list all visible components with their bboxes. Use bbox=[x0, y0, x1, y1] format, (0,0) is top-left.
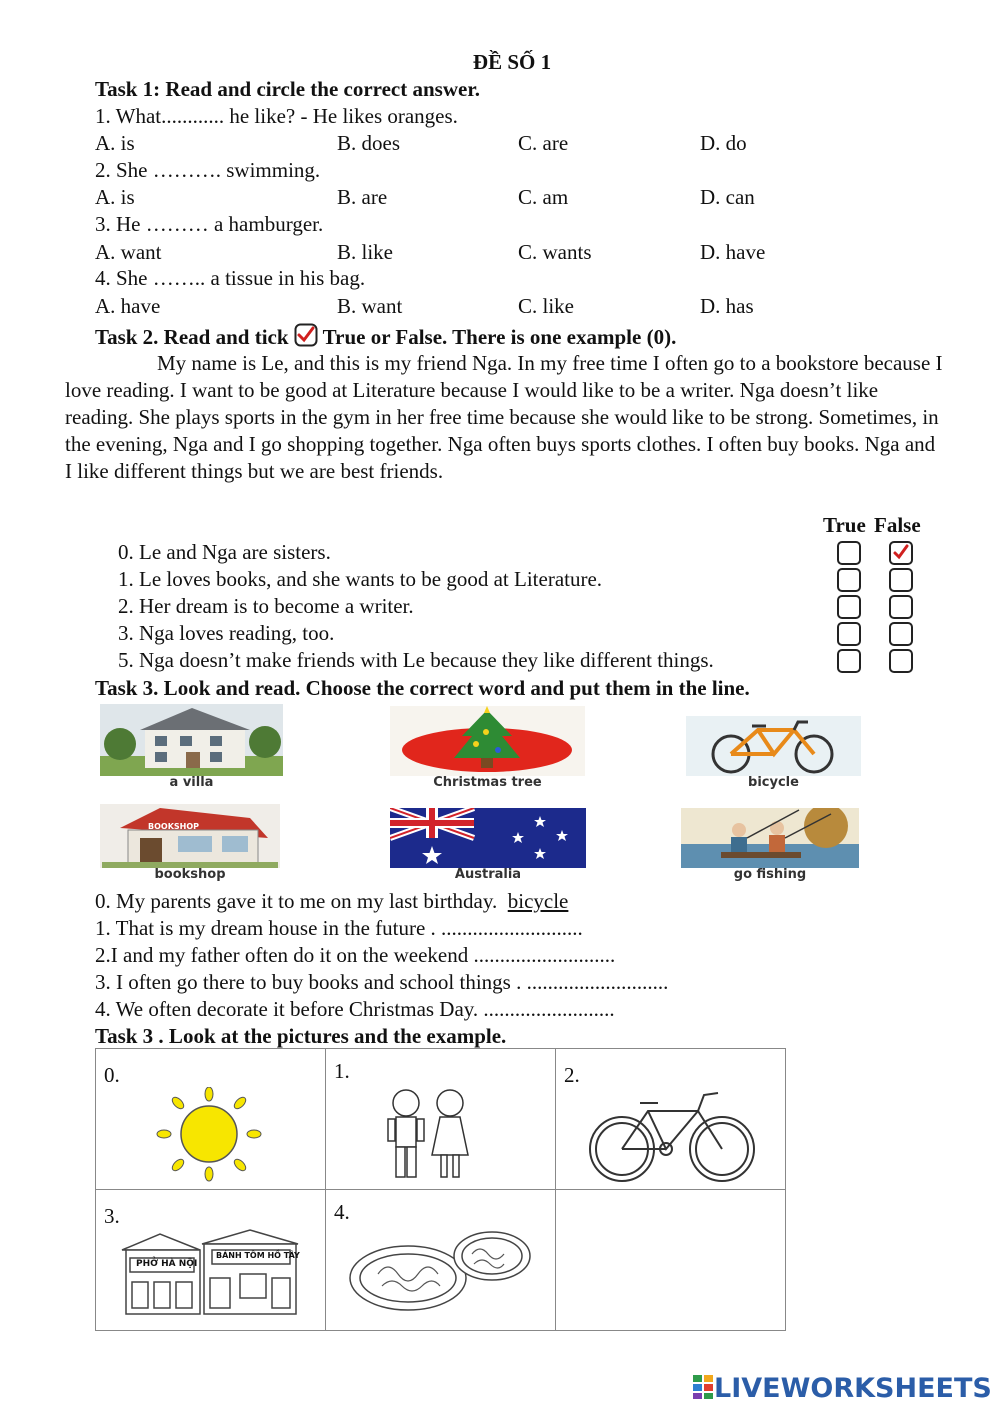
tick-icon bbox=[891, 543, 911, 563]
liveworksheets-brand: LIVEWORKSHEETS bbox=[714, 1373, 992, 1404]
statement-0: 0. Le and Nga are sisters. bbox=[118, 540, 331, 564]
false-checkbox-5[interactable] bbox=[889, 649, 913, 673]
task3-heading: Task 3. Look and read. Choose the correct word and put them in the line. bbox=[95, 676, 750, 700]
statement-2: 2. Her dream is to become a writer. bbox=[118, 594, 414, 618]
australia-flag-picture bbox=[390, 808, 586, 868]
task1-question-3: 3. He ……… a hamburger. bbox=[95, 212, 324, 236]
task1-q3-option-c[interactable]: C. wants bbox=[518, 240, 592, 264]
true-checkbox-3[interactable] bbox=[837, 622, 861, 646]
false-checkbox-3[interactable] bbox=[889, 622, 913, 646]
sun-icon bbox=[154, 1087, 264, 1182]
grid-cell-4 bbox=[326, 1190, 556, 1331]
bicycle-picture bbox=[686, 716, 861, 776]
caption-go-fishing: go fishing bbox=[733, 867, 807, 882]
task1-q1-option-c[interactable]: C. are bbox=[518, 131, 569, 155]
villa-picture bbox=[100, 704, 283, 776]
task1-q3-option-d[interactable]: D. have bbox=[700, 240, 766, 264]
grid-cell-2 bbox=[556, 1049, 786, 1190]
liveworksheets-logo-icon bbox=[692, 1374, 714, 1400]
task1-q4-option-c[interactable]: C. like bbox=[518, 294, 574, 318]
task3b-heading: Task 3 . Look at the pictures and the example. bbox=[95, 1024, 507, 1048]
grid-cell-empty bbox=[556, 1190, 786, 1331]
false-checkbox-0[interactable] bbox=[889, 541, 913, 565]
task3-line-4[interactable]: 4. We often decorate it before Christmas Day. ......................... bbox=[95, 997, 615, 1021]
statement-3: 3. Nga loves reading, too. bbox=[118, 621, 335, 645]
task1-q3-option-a[interactable]: A. want bbox=[95, 240, 162, 264]
task1-q2-option-d[interactable]: D. can bbox=[700, 185, 755, 209]
task1-q2-option-a[interactable]: A. is bbox=[95, 185, 135, 209]
cell-number-3: 3. bbox=[104, 1204, 120, 1228]
caption-christmas-tree: Christmas tree bbox=[433, 775, 542, 790]
banh-tom-ho-tay-sign: BÁNH TÔM HỒ TÂY bbox=[216, 1251, 300, 1260]
task1-q2-option-c[interactable]: C. am bbox=[518, 185, 569, 209]
task1-q1-option-a[interactable]: A. is bbox=[95, 131, 135, 155]
true-checkbox-2[interactable] bbox=[837, 595, 861, 619]
food-plates-icon bbox=[348, 1224, 532, 1314]
page-title: ĐỀ SỐ 1 bbox=[472, 50, 552, 74]
checkbox-tick-icon bbox=[294, 323, 318, 353]
caption-bicycle: bicycle bbox=[748, 775, 799, 790]
grid-cell-1 bbox=[326, 1049, 556, 1190]
cell-number-2: 2. bbox=[564, 1063, 580, 1087]
task1-question-2: 2. She ………. swimming. bbox=[95, 158, 321, 182]
task3-example-text: 0. My parents gave it to me on my last birthday. bbox=[95, 889, 498, 913]
grid-cell-3 bbox=[96, 1190, 326, 1331]
task3-example bbox=[95, 889, 568, 914]
cell-number-4: 4. bbox=[334, 1200, 350, 1224]
liveworksheets-logo bbox=[692, 1373, 992, 1404]
task2-heading-part2: True or False. There is one example (0). bbox=[322, 325, 677, 349]
true-checkbox-5[interactable] bbox=[837, 649, 861, 673]
task1-q3-option-b[interactable]: B. like bbox=[337, 240, 393, 264]
cell-number-1: 1. bbox=[334, 1059, 350, 1083]
bookshop-picture bbox=[100, 804, 280, 868]
statement-1: 1. Le loves books, and she wants to be good at Literature. bbox=[118, 567, 603, 591]
restaurants-icon bbox=[120, 1228, 304, 1318]
boy-and-girl-icon bbox=[378, 1083, 478, 1187]
task1-q4-option-a[interactable]: A. have bbox=[95, 294, 161, 318]
caption-australia: Australia bbox=[454, 867, 522, 882]
caption-villa: a villa bbox=[169, 775, 214, 790]
false-checkbox-2[interactable] bbox=[889, 595, 913, 619]
task1-heading: Task 1: Read and circle the correct answer. bbox=[95, 77, 480, 101]
task3-line-1[interactable]: 1. That is my dream house in the future . ........................... bbox=[95, 916, 583, 940]
statement-5: 5. Nga doesn’t make friends with Le because they like different things. bbox=[118, 648, 714, 672]
grid-cell-0 bbox=[96, 1049, 326, 1190]
bicycle-icon bbox=[586, 1087, 758, 1187]
task3-line-3[interactable]: 3. I often go there to buy books and school things . ........................... bbox=[95, 970, 669, 994]
false-checkbox-1[interactable] bbox=[889, 568, 913, 592]
task1-q1-option-d[interactable]: D. do bbox=[700, 131, 747, 155]
task3-example-answer: bicycle bbox=[507, 889, 569, 913]
true-column-label: True bbox=[823, 513, 866, 537]
true-checkbox-0[interactable] bbox=[837, 541, 861, 565]
task1-question-4: 4. She …….. a tissue in his bag. bbox=[95, 266, 366, 290]
task1-q4-option-d[interactable]: D. has bbox=[700, 294, 754, 318]
picture-grid bbox=[95, 1048, 786, 1331]
christmas-tree-picture bbox=[390, 706, 585, 776]
task1-q2-option-b[interactable]: B. are bbox=[337, 185, 388, 209]
task2-passage: My name is Le, and this is my friend Nga. In my free time I often go to a bookstore because I love reading. I want to be good at Literature because I would like to be a writer. Nga doesn’t like reading. She plays sports in the gym in her free time because she would like to be strong. Sometimes, in the evening, Nga and I go shopping together. Nga often buys sports clothes. I often buy books. Nga and I like different things but we are best friends. bbox=[65, 351, 943, 483]
cell-number-0: 0. bbox=[104, 1063, 120, 1087]
pho-ha-noi-sign: PHỞ HÀ NỘI bbox=[136, 1259, 198, 1269]
caption-bookshop: bookshop bbox=[154, 867, 226, 882]
go-fishing-picture bbox=[681, 808, 859, 868]
true-checkbox-1[interactable] bbox=[837, 568, 861, 592]
bookshop-sign: BOOKSHOP bbox=[148, 822, 200, 831]
task1-q1-option-b[interactable]: B. does bbox=[337, 131, 400, 155]
false-column-label: False bbox=[874, 513, 921, 537]
task1-question-1: 1. What............ he like? - He likes oranges. bbox=[95, 104, 458, 128]
task2-heading bbox=[95, 323, 676, 353]
task3-line-2[interactable]: 2.I and my father often do it on the weekend ........................... bbox=[95, 943, 616, 967]
task2-heading-part1: Task 2. Read and tick bbox=[95, 325, 289, 349]
task1-q4-option-b[interactable]: B. want bbox=[337, 294, 403, 318]
